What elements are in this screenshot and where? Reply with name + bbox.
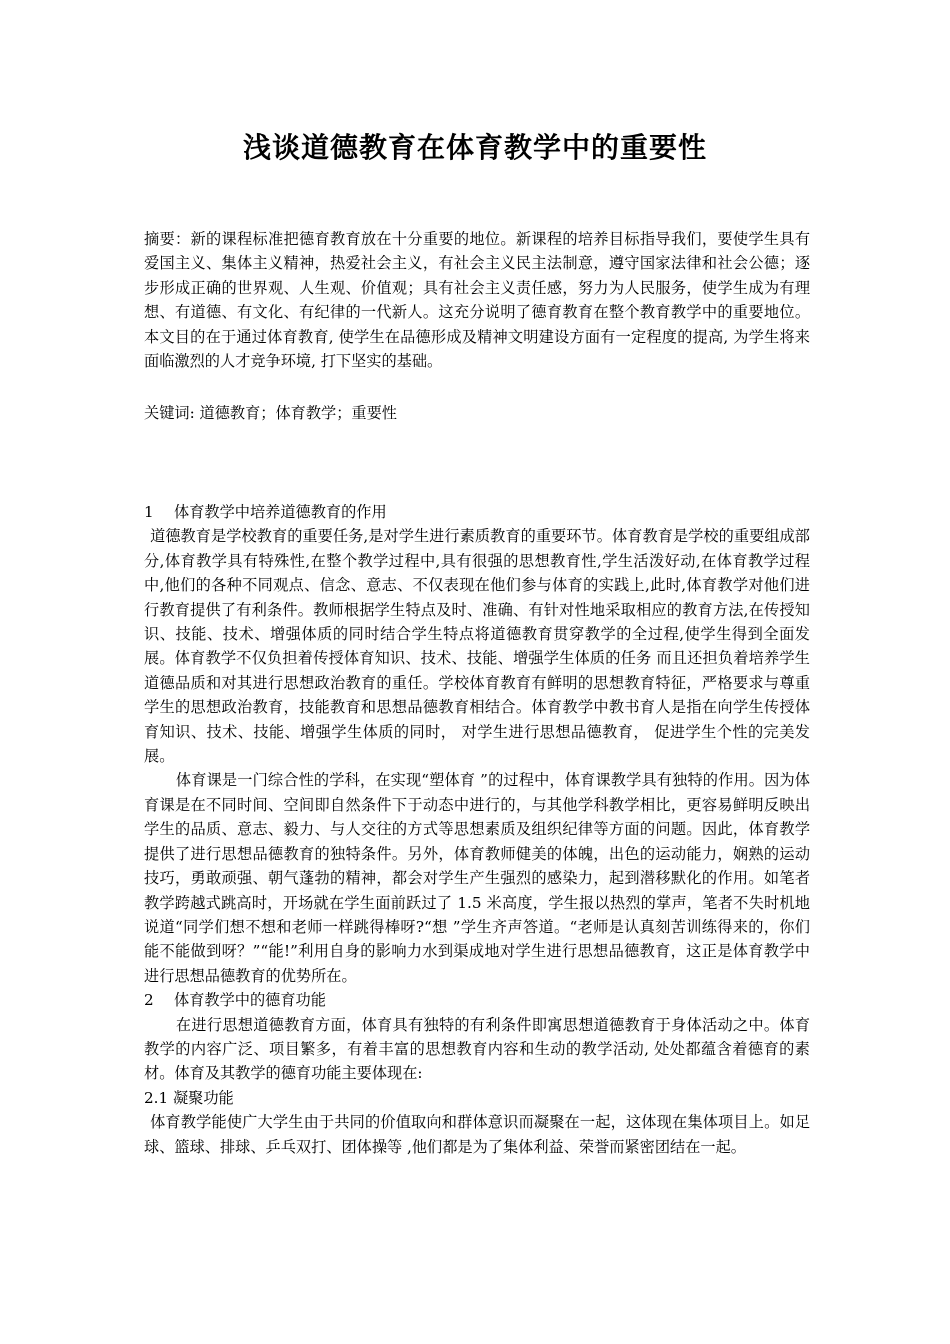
- abstract-paragraph: 摘要：新的课程标准把德育教育放在十分重要的地位。新课程的培养目标指导我们，要使学生具有爱国主义、集体主义精神，热爱社会主义，有社会主义民主法制意，遵守国家法律和社会公德；逐步形成正确的世界观、人生观、价值观；具有社会主义责任感，努力为人民服务，使学生成为有理想、有道德、有文化、有纪律的一代新人。这充分说明了德育教育在整个教育教学中的重要地位。本文目的在于通过体育教育, 使学生在品德形成及精神文明建设方面有一定程度的提高, 为学生将来面临激烈的人才竞争环境, 打下坚实的基础。: [144, 230, 810, 371]
- abstract-block: [144, 227, 810, 373]
- section-2-number: 2: [144, 991, 154, 1010]
- document-title: 浅谈道德教育在体育教学中的重要性: [242, 131, 707, 164]
- section-1-paragraph-1: 道德教育是学校教育的重要任务,是对学生进行素质教育的重要环节。体育教育是学校的重要组成部分,体育教学具有特殊性,在整个教学过程中,具有很强的思想教育性,学生活泼好动,在体育教学过程中,他们的各种不同观点、信念、意志、不仅表现在他们参与体育的实践上,此时,体育教学对他们进行教育提供了有利条件。教师根据学生特点及时、准确、有针对性地采取相应的教育方法,在传授知识、技能、技术、增强体质的同时结合学生特点将道德教育贯穿教学的全过程,使学生得到全面发展。体育教学不仅负担着传授体育知识、技术、技能、增强学生体质的任务 而且还担负着培养学生道德品质和对其进行思想政治教育的重任。学校体育教育有鲜明的思想教育特征，严格要求与尊重学生的思想政治教育，技能教育和思想品德教育相结合。体育教学中教书育人是指在向学生传授体育知识、技术、技能、增强学生体质的同时， 对学生进行思想品德教育， 促进学生个性的完美发展。: [144, 527, 810, 766]
- section-1-paragraph-2: 体育课是一门综合性的学科，在实现“塑体育 ”的过程中，体育课教学具有独特的作用。因为体育课是在不同时间、空间即自然条件下于动态中进行的，与其他学科教学相比，更容易鲜明反映出学生的品质、意志、毅力、与人交往的方式等思想素质及组织纪律等方面的问题。因此，体育教学提供了进行思想品德教育的独特条件。另外，体育教师健美的体魄，出色的运动能力，娴熟的运动技巧，勇敢顽强、朝气蓬勃的精神，都会对学生产生强烈的感染力，起到潜移默化的作用。如笔者教学跨越式跳高时，开场就在学生面前跃过了 1.5 米高度，学生报以热烈的掌声，笔者不失时机地说道“同学们想不想和老师一样跳得棒呀?“想 ”学生齐声答道。“老师是认真刻苦训练得来的，你们能不能做到呀？”“能!”利用自身的影响力水到渠成地对学生进行思想品德教育，这正是体育教学中进行思想品德教育的优势所在。: [144, 771, 810, 985]
- keywords-line: 关键词: 道德教育；体育教学；重要性: [144, 404, 397, 422]
- section-1-heading: [144, 500, 810, 524]
- body-section: [144, 500, 810, 1159]
- section-1-title: 体育教学中培养道德教育的作用: [174, 503, 387, 521]
- keywords-block: [144, 401, 810, 425]
- section-2-title: 体育教学中的德育功能: [174, 991, 326, 1010]
- section-2-paragraph-1: 在进行思想道德教育方面，体育具有独特的有利条件即寓思想道德教育于身体活动之中。体育教学的内容广泛、项目繁多，有着丰富的思想教育内容和生动的教学活动, 处处都蕴含着德育的素材。体育及其教学的德育功能主要体现在:: [144, 1015, 810, 1083]
- subsection-2-1-paragraph: 体育教学能使广大学生由于共同的价值取向和群体意识而凝聚在一起，这体现在集体项目上。如足球、篮球、排球、乒乓双打、团体操等 ,他们都是为了集体利益、荣誉而紧密团结在一起。: [144, 1113, 810, 1156]
- section-2-heading: [144, 988, 810, 1012]
- section-1-number: 1: [144, 503, 154, 521]
- subsection-2-1-heading: 2.1 凝聚功能: [144, 1088, 234, 1107]
